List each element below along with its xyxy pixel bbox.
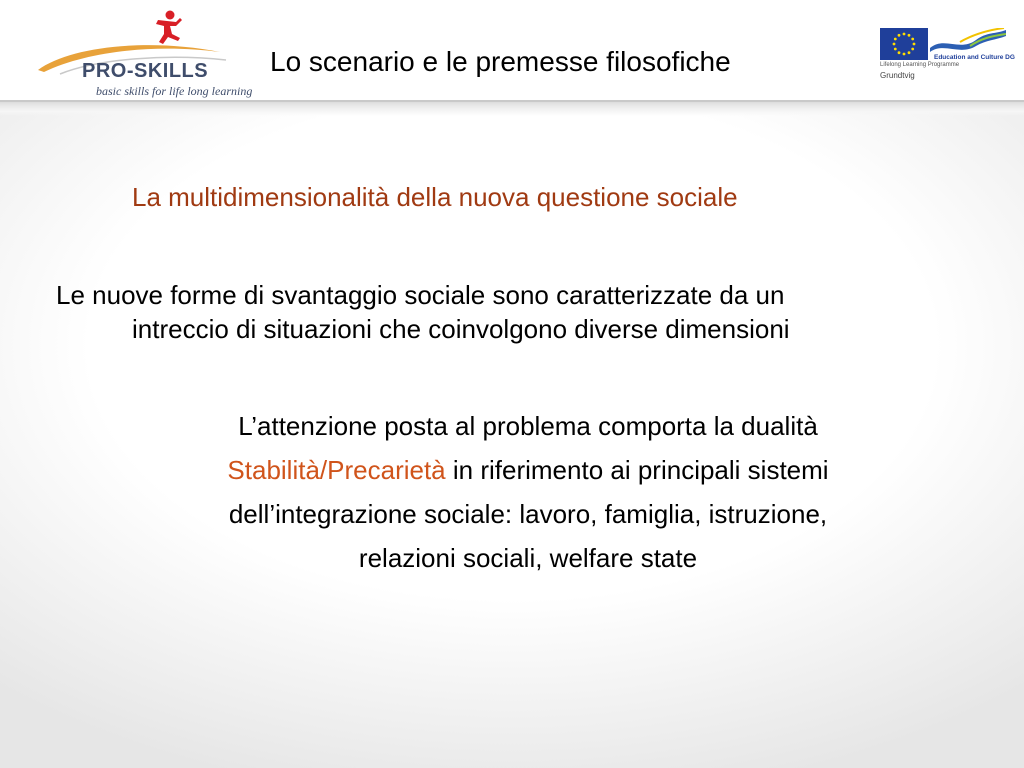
running-figure-icon <box>156 11 182 45</box>
paragraph-duality-line-4: relazioni sociali, welfare state <box>358 543 698 573</box>
eu-programme-label: Lifelong Learning Programme <box>880 62 960 68</box>
paragraph-duality-line-2: in riferimento ai principali sistemi <box>445 455 829 485</box>
header-divider <box>0 100 1024 116</box>
eu-dg-label: Education and Culture DG <box>934 54 1015 61</box>
paragraph-intro <box>56 278 976 346</box>
paragraph-intro-line-2: intreccio di situazioni che coinvolgono diverse dimensioni <box>132 314 790 344</box>
eu-programme-logo <box>878 28 1015 86</box>
header <box>0 0 1024 104</box>
paragraph-duality-line-1: L’attenzione posta al problema comporta la dualità <box>238 411 818 441</box>
slide-subtitle: La multidimensionalità della nuova questione sociale <box>132 182 738 212</box>
highlight-stability-precarity: Stabilità/Precarietà <box>227 455 446 485</box>
paragraph-duality-line-3: dell’integrazione sociale: lavoro, famiglia, istruzione, <box>228 499 828 529</box>
paragraph-duality <box>120 404 936 580</box>
eu-flag-icon <box>880 28 928 60</box>
paragraph-intro-line-1: Le nuove forme di svantaggio sociale sono caratterizzate da un <box>56 280 785 310</box>
lifelong-learning-wave-icon <box>930 28 1006 54</box>
page-title: Lo scenario e le premesse filosofiche <box>270 46 731 77</box>
pro-skills-logo <box>30 8 253 100</box>
logo-name: PRO-SKILLS <box>82 60 209 82</box>
eu-programme-name: Grundtvig <box>880 71 915 80</box>
logo-tagline: basic skills for life long learning <box>96 84 253 98</box>
